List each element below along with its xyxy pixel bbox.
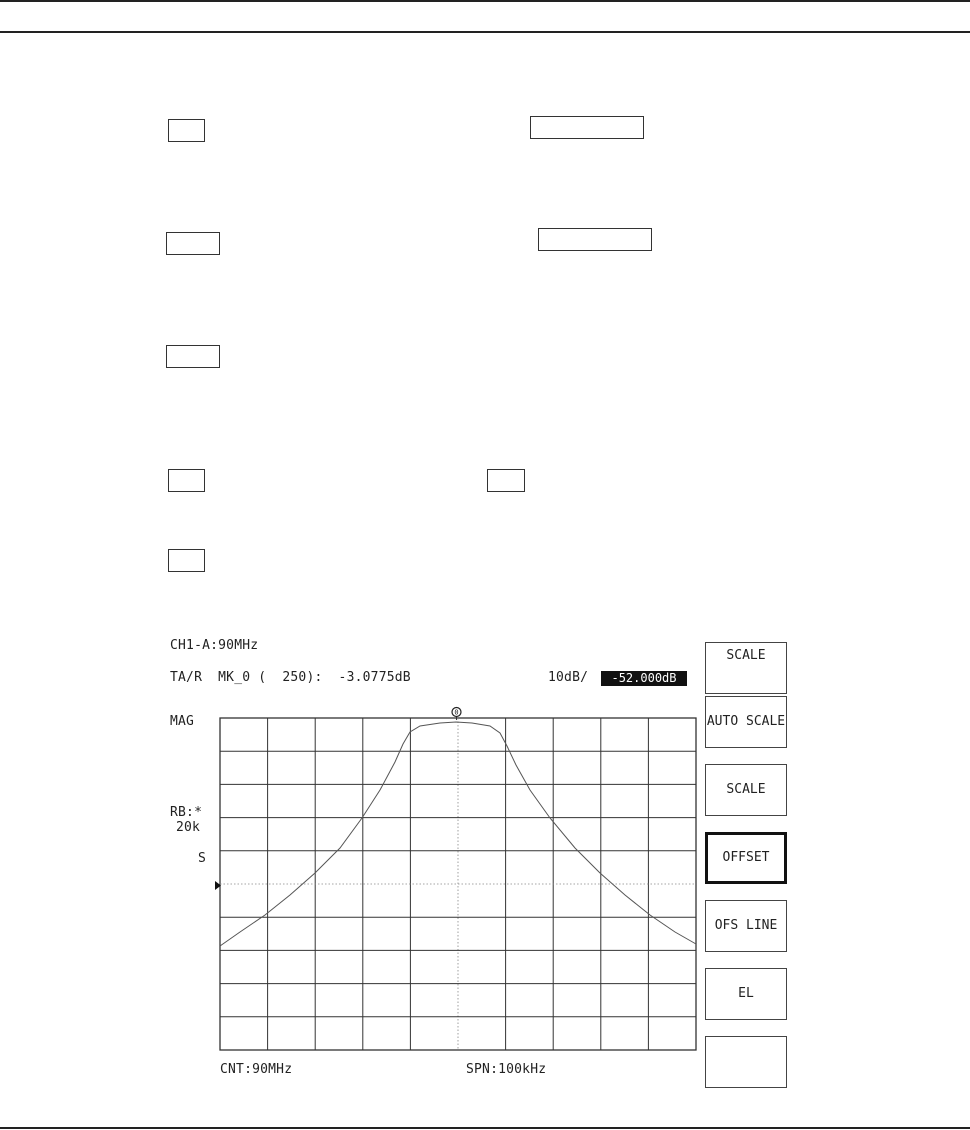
svg-text:0: 0 bbox=[454, 708, 459, 717]
softkey-offset[interactable]: OFFSET bbox=[705, 832, 787, 884]
softkey-el[interactable]: EL bbox=[705, 968, 787, 1020]
softkey-blank[interactable] bbox=[705, 1036, 787, 1088]
rbw-label: RB:* bbox=[170, 805, 203, 820]
softkey-ofs-line[interactable]: OFS LINE bbox=[705, 900, 787, 952]
marker-readout: TA/R MK_0 ( 250): -3.0775dB bbox=[170, 670, 411, 685]
channel-readout: CH1-A:90MHz bbox=[170, 638, 259, 653]
graticule bbox=[220, 718, 696, 1050]
scale-readout: 10dB/ bbox=[548, 670, 589, 685]
sweep-label: S bbox=[198, 851, 207, 866]
reference-level-value: -52.000dB bbox=[601, 671, 687, 686]
softkey-scale[interactable]: SCALE bbox=[705, 764, 787, 816]
softkey-auto-scale[interactable]: AUTO SCALE bbox=[705, 696, 787, 748]
softkey-1[interactable]: SCALE bbox=[705, 642, 787, 694]
span-readout: SPN:100kHz bbox=[466, 1062, 547, 1077]
format-label: MAG bbox=[170, 714, 195, 729]
center-frequency-readout: CNT:90MHz bbox=[220, 1062, 293, 1077]
rbw-value: 20k bbox=[176, 820, 201, 835]
